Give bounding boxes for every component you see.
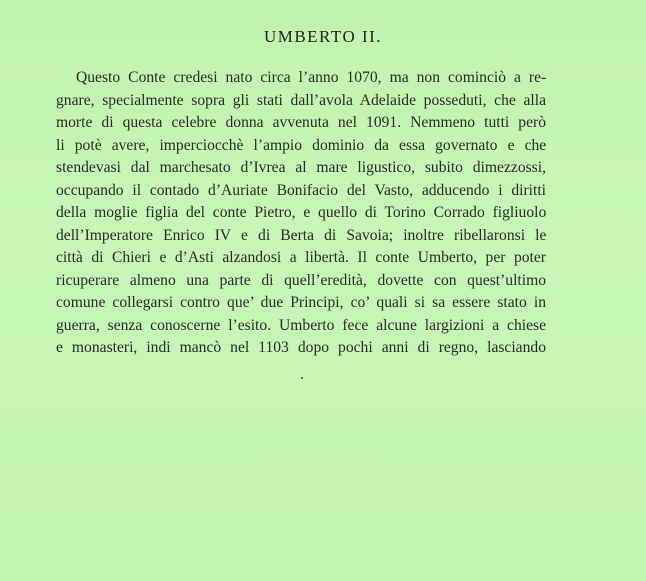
text-line: occupando il contado d’Auriate Bonifacio del Vasto, adducendo i diritti — [56, 181, 546, 199]
text-line: dell’Imperatore Enrico IV e di Berta di Savoia; inoltre ribellaronsi le — [56, 226, 546, 244]
text-line: gnare, specialmente sopra gli stati dall’avola Adelaide posseduti, che alla — [56, 91, 546, 109]
show-through-text — [248, 0, 646, 30]
page-title: UMBERTO II. — [263, 27, 383, 46]
text-line: stendevasi dal marchesato d’Ivrea al mare ligustico, subito dimezzossi, — [56, 159, 546, 176]
text-line: guerra, senza conoscerne l’esito. Umberto fece alcune largizioni a chiese — [56, 316, 546, 334]
text-line: città di Chieri e d’Asti alzandosi a libertà. Il conte Umberto, per poter — [56, 249, 546, 266]
ink-speck — [301, 377, 303, 379]
text-line: Questo Conte credesi nato circa l’anno 1070, ma non cominciò a re- — [76, 69, 546, 86]
text-line: della moglie figlia del conte Pietro, e quello di Torino Corrado figliuolo — [56, 204, 546, 221]
text-line: e monasteri, indi mancò nel 1103 dopo pochi anni di regno, lasciando — [56, 339, 546, 356]
text-line: morte di questa celebre donna avvenuta nel 1091. Nemmeno tutti però — [56, 114, 546, 131]
text-line: comune collegarsi contro que’ due Principi, co’ quali si sa essere stato in — [56, 294, 546, 311]
body-paragraph — [56, 67, 546, 360]
text-line: ricuperare almeno una parte di quell’eredità, dovette con quest’ultimo — [56, 271, 546, 289]
text-line: li potè avere, imperciocchè l’ampio dominio da essa governato e che — [56, 136, 546, 154]
